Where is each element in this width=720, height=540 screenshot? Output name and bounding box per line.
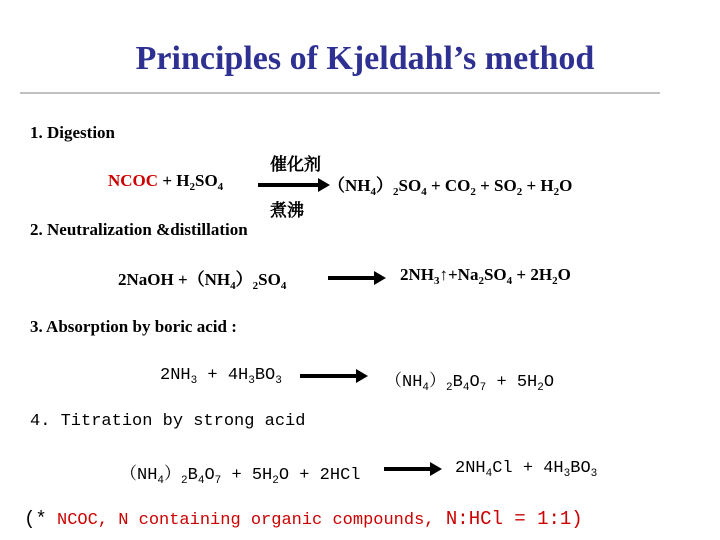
equation-2-products: $2NH_3↑+Na_2SO_4 + 2H_2O$ [400,265,571,287]
boiling-label: 煮沸 [270,201,304,221]
ratio-text: N:HCl = 1:1) [434,508,583,530]
step-3-heading: 3. Absorption by boric acid : [30,317,237,336]
equation-4-reactants: $(NH_4)_2B_4O_7 + 5H_2O + 2HCl$ [120,466,361,487]
equation-4-products: $2NH_4Cl + 4H_3BO_3$ [455,459,598,480]
step-2-heading: 2. Neutralization &distillation [30,220,248,239]
catalyst-label: 催化剂 [270,155,321,175]
equation-1-products: $(NH_4)_2SO_4 + CO_2 + SO_2 + H_2O$ [328,176,573,198]
asterisk: * [35,508,47,530]
step-4-heading: 4. Titration by strong acid [30,412,306,431]
reaction-arrow-4 [384,467,434,471]
footnote: (* NCOC, N containing organic compounds, N:HCl = 1:1) [24,508,583,530]
equation-3-reactants: $2NH_3 + 4H_3BO_3$ [160,366,282,387]
step-1-heading: 1. Digestion [30,123,115,142]
equation-2-reactants: 2NaOH $+(NH_4)_2SO_4$ [118,270,287,292]
page-title: Principles of Kjeldahl’s method [135,40,595,77]
note-text: NCOC, N containing organic compounds, [46,511,435,530]
equation-1-reactants: NCOC + $H_2SO_4$ [108,171,224,193]
equation-3-products: $(NH_4)_2B_4O_7 + 5H_2O$ [385,373,555,394]
title-divider [20,92,660,94]
reaction-arrow-3 [300,374,360,378]
reaction-arrow-1 [258,183,322,187]
ncoc-label: NCOC [108,171,159,190]
reaction-arrow-2 [328,276,378,280]
